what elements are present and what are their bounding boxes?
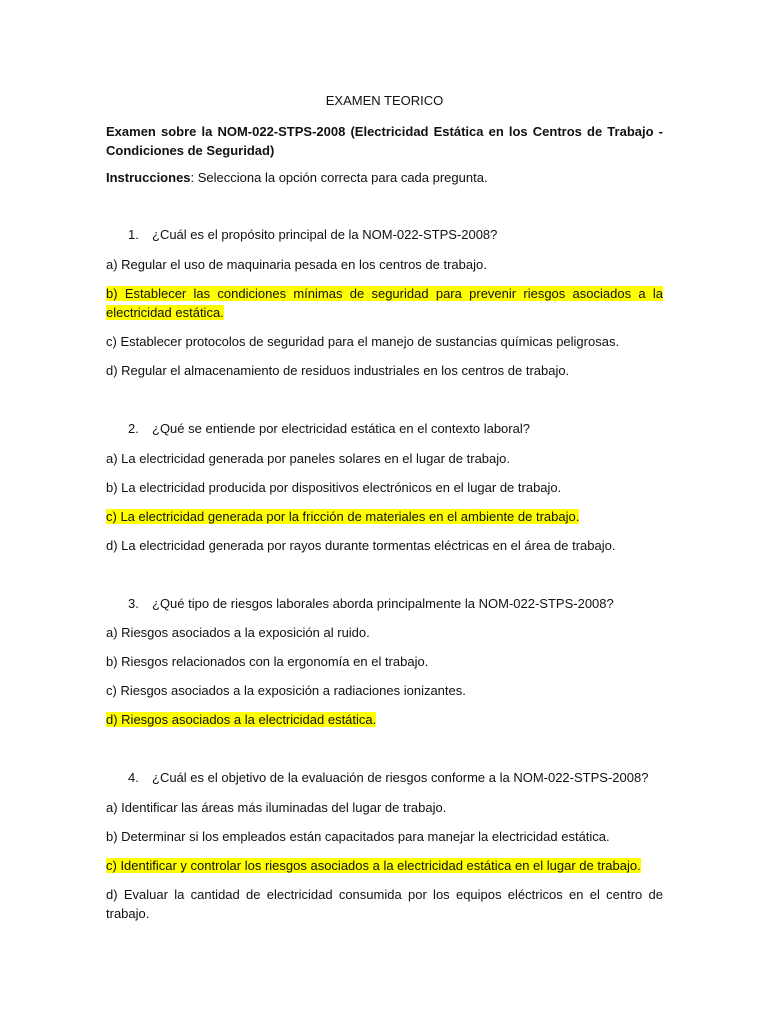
highlighted-answer: c) La electricidad generada por la fricción de materiales en el ambiente de trabajo.: [106, 509, 580, 524]
question-text: ¿Qué se entiende por electricidad estática en el contexto laboral?: [152, 421, 530, 436]
option-3d-correct: [106, 710, 663, 729]
option-text: b) La electricidad producida por dispositivos electrónicos en el lugar de trabajo.: [106, 480, 562, 495]
option-2a: [106, 449, 663, 468]
option-text: a) La electricidad generada por paneles solares en el lugar de trabajo.: [106, 451, 510, 466]
highlighted-answer: c) Identificar y controlar los riesgos asociados a la electricidad estática en el lugar de trabajo.: [106, 858, 641, 873]
option-text: d) La electricidad generada por rayos durante tormentas eléctricas en el área de trabajo.: [106, 538, 616, 553]
question-3: [128, 595, 663, 613]
question-number: 3.: [128, 596, 139, 611]
option-1c: [106, 332, 663, 351]
option-1b-correct: [106, 284, 663, 322]
option-4d: [106, 885, 663, 923]
option-2c-correct: [106, 507, 663, 526]
option-2b: [106, 478, 663, 497]
option-2d: [106, 536, 663, 555]
option-3a: [106, 623, 663, 642]
option-text: a) Riesgos asociados a la exposición al ruido.: [106, 625, 370, 640]
question-text: ¿Qué tipo de riesgos laborales aborda principalmente la NOM-022-STPS-2008?: [152, 596, 614, 611]
option-3b: [106, 652, 663, 671]
option-text: a) Regular el uso de maquinaria pesada en los centros de trabajo.: [106, 257, 487, 272]
option-text: c) Establecer protocolos de seguridad para el manejo de sustancias químicas peligrosas.: [106, 334, 620, 349]
question-1: [128, 226, 663, 244]
question-number: 4.: [128, 770, 139, 785]
instructions-label: Instrucciones: [106, 170, 191, 185]
option-text: a) Identificar las áreas más iluminadas del lugar de trabajo.: [106, 800, 447, 815]
question-text: ¿Cuál es el objetivo de la evaluación de riesgos conforme a la NOM-022-STPS-2008?: [152, 770, 649, 785]
option-1a: [106, 255, 663, 274]
highlighted-answer: b) Establecer las condiciones mínimas de seguridad para prevenir riesgos asociados a la electricidad estática.: [106, 286, 663, 320]
option-4b: [106, 827, 663, 846]
question-2: [128, 420, 663, 438]
highlighted-answer: d) Riesgos asociados a la electricidad estática.: [106, 712, 377, 727]
option-1d: [106, 361, 663, 380]
option-text: c) Riesgos asociados a la exposición a radiaciones ionizantes.: [106, 683, 466, 698]
question-number: 1.: [128, 227, 139, 242]
instructions-text: : Selecciona la opción correcta para cada pregunta.: [190, 170, 488, 185]
instructions: [106, 169, 663, 187]
exam-subject: Examen sobre la NOM-022-STPS-2008 (Electricidad Estática en los Centros de Trabajo - Condiciones de Seguridad): [106, 124, 663, 158]
option-text: b) Determinar si los empleados están capacitados para manejar la electricidad estática.: [106, 829, 610, 844]
option-4c-correct: [106, 856, 663, 875]
option-text: d) Evaluar la cantidad de electricidad consumida por los equipos eléctricos en el centro de trabajo.: [106, 887, 663, 921]
document-title: EXAMEN TEORICO: [325, 93, 444, 108]
option-3c: [106, 681, 663, 700]
option-4a: [106, 798, 663, 817]
option-text: d) Regular el almacenamiento de residuos industriales en los centros de trabajo.: [106, 363, 570, 378]
option-text: b) Riesgos relacionados con la ergonomía en el trabajo.: [106, 654, 429, 669]
question-text: ¿Cuál es el propósito principal de la NOM-022-STPS-2008?: [152, 227, 498, 242]
question-4: [128, 769, 663, 787]
question-number: 2.: [128, 421, 139, 436]
